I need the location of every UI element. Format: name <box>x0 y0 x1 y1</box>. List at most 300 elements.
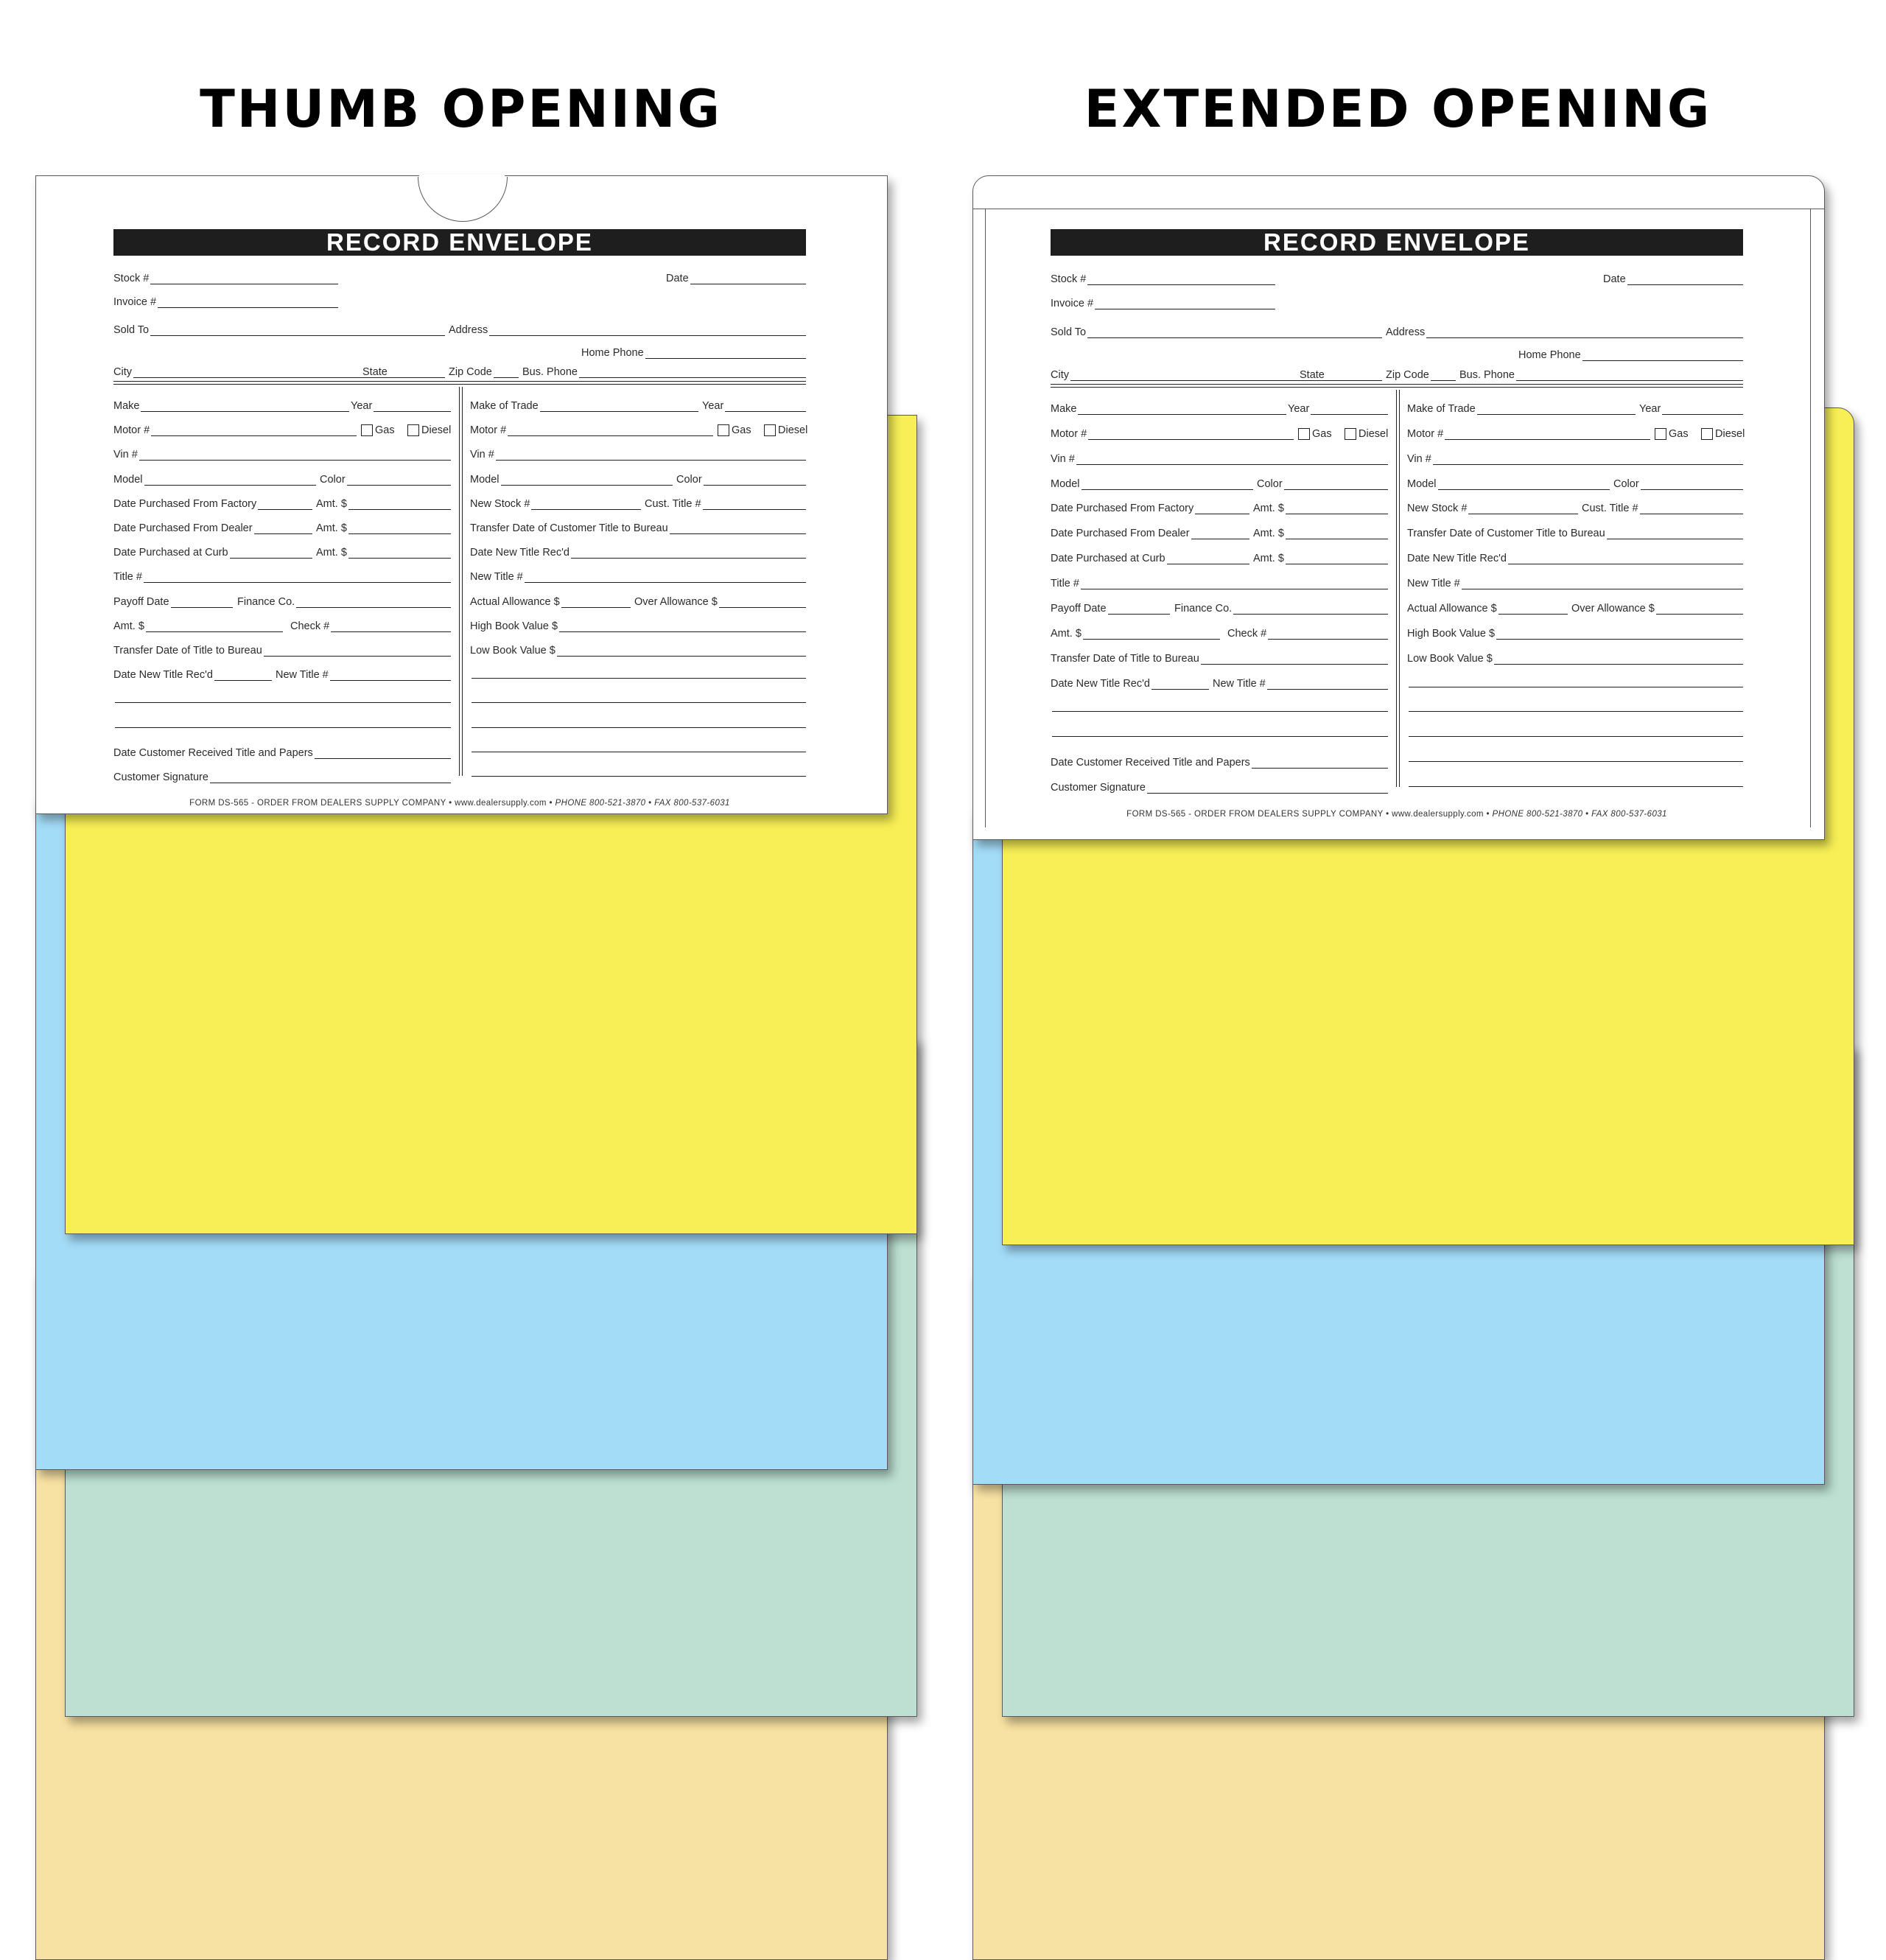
field-line <box>264 645 451 657</box>
amount-field[interactable] <box>1253 550 1388 564</box>
field-label: Home Phone <box>1518 349 1581 361</box>
year-field[interactable] <box>351 397 451 412</box>
state-field[interactable] <box>362 363 445 378</box>
field-label: Customer Signature <box>1051 782 1146 794</box>
field-label: Low Book Value $ <box>1407 653 1493 665</box>
field-label: Bus. Phone <box>522 366 578 378</box>
diesel-checkbox[interactable] <box>403 421 462 436</box>
field-line <box>571 547 806 559</box>
field-label: Date New Title Rec'd <box>1407 553 1507 564</box>
date-purchased-factory-field[interactable] <box>1051 500 1249 514</box>
field-label: Amt. $ <box>1253 553 1284 564</box>
field-label: Transfer Date of Title to Bureau <box>1051 653 1199 665</box>
field-label: Amt. $ <box>1253 528 1284 539</box>
customer-signature-field[interactable] <box>113 769 451 783</box>
actual-allowance-field[interactable] <box>1407 600 1568 615</box>
invoice-field[interactable] <box>113 293 338 308</box>
field-line <box>501 475 673 486</box>
field-label: Zip Code <box>449 366 492 378</box>
cust-title-field[interactable] <box>645 495 806 510</box>
field-label: Actual Allowance $ <box>470 596 560 608</box>
sold-to-field[interactable] <box>1051 323 1382 338</box>
date-field[interactable] <box>1603 270 1743 285</box>
check-field[interactable] <box>1227 625 1388 640</box>
field-label: Low Book Value $ <box>470 645 555 657</box>
field-line <box>1076 454 1388 465</box>
section-divider <box>1051 384 1743 388</box>
field-line <box>374 401 451 412</box>
field-label: Transfer Date of Customer Title to Bureau <box>470 522 668 534</box>
field-label: Address <box>449 324 488 336</box>
field-label: Vin # <box>1051 453 1075 465</box>
customer-received-field[interactable] <box>113 744 451 759</box>
checkbox-label: Diesel <box>421 424 452 436</box>
blank-line[interactable] <box>115 702 451 703</box>
amount-field[interactable] <box>316 544 451 559</box>
trade-diesel-checkbox[interactable] <box>1697 425 1756 440</box>
vin-field[interactable] <box>113 446 451 461</box>
record-form <box>1080 1496 1773 1716</box>
field-line <box>144 475 317 486</box>
high-book-field[interactable] <box>470 617 806 632</box>
field-label: Finance Co. <box>237 596 295 608</box>
footer-form: FORM DS-565 - ORDER FROM DEALERS SUPPLY COMPANY <box>189 799 446 808</box>
field-line <box>1656 603 1743 615</box>
field-line <box>146 621 283 632</box>
new-stock-field[interactable] <box>1407 500 1578 514</box>
field-line <box>579 367 806 378</box>
title-number-field[interactable] <box>1051 575 1388 589</box>
trade-vin-field[interactable] <box>470 446 806 461</box>
field-line <box>210 772 451 783</box>
new-title-field[interactable] <box>276 666 451 681</box>
field-label: Year <box>702 400 724 412</box>
field-line <box>494 367 519 378</box>
date-purchased-curb-field[interactable] <box>113 544 312 559</box>
make-field[interactable] <box>113 397 349 412</box>
amount-field[interactable] <box>1253 525 1388 539</box>
check-field[interactable] <box>290 617 451 632</box>
amount-field[interactable] <box>316 495 451 510</box>
trade-new-title-field[interactable] <box>1407 575 1743 589</box>
field-label: Date <box>1603 273 1626 285</box>
flap-edge-line <box>1810 209 1811 827</box>
footer-web: www.dealersupply.com <box>1392 810 1484 819</box>
over-allowance-field[interactable] <box>1571 600 1743 615</box>
field-label: Actual Allowance $ <box>1407 603 1497 615</box>
field-label: Home Phone <box>581 347 644 359</box>
bus-phone-field[interactable] <box>522 363 806 378</box>
envelope-white-front[interactable] <box>35 175 888 814</box>
field-label: High Book Value $ <box>1407 628 1496 640</box>
address-field[interactable] <box>1386 323 1743 338</box>
field-line <box>1286 553 1388 564</box>
form-footer <box>1051 810 1743 819</box>
field-line <box>1477 404 1636 415</box>
amount-field[interactable] <box>316 519 451 534</box>
checkbox-label: Gas <box>732 424 751 436</box>
field-label: Vin # <box>113 449 138 461</box>
field-line <box>1147 783 1388 794</box>
cust-title-field[interactable] <box>1582 500 1743 514</box>
new-title-recd-field[interactable] <box>1051 675 1209 690</box>
transfer-date-field[interactable] <box>113 642 451 657</box>
address-field[interactable] <box>449 321 806 336</box>
field-line <box>150 325 445 336</box>
model-field[interactable] <box>1051 475 1253 490</box>
color-field[interactable] <box>1257 475 1388 490</box>
field-label: Date Purchased at Curb <box>1051 553 1165 564</box>
flap-edge-line <box>985 209 986 827</box>
field-label: Amt. $ <box>316 547 347 559</box>
field-line <box>531 499 641 510</box>
field-line <box>1426 327 1743 338</box>
footer-web: www.dealersupply.com <box>455 799 547 808</box>
transfer-cust-title-field[interactable] <box>470 519 806 534</box>
finance-co-field[interactable] <box>237 593 451 608</box>
footer-fax: FAX 800-537-6031 <box>1591 810 1667 819</box>
customer-signature-field[interactable] <box>1051 779 1388 794</box>
field-label: Motor # <box>113 424 150 436</box>
field-line <box>214 670 272 681</box>
thumb-notch <box>418 132 508 222</box>
trade-year-field[interactable] <box>702 397 806 412</box>
record-form <box>143 1006 835 1233</box>
field-line <box>254 523 312 534</box>
record-form <box>113 1740 806 1959</box>
field-label: Check # <box>1227 628 1267 640</box>
footer-form: FORM DS-565 - ORDER FROM DEALERS SUPPLY COMPANY <box>1126 810 1384 819</box>
field-line <box>296 597 451 608</box>
section-divider <box>113 381 806 385</box>
field-label: Sold To <box>113 324 150 336</box>
field-label: Sold To <box>1051 326 1087 338</box>
trade-color-field[interactable] <box>1613 475 1743 490</box>
field-line <box>1252 757 1388 769</box>
field-label: Date Purchased From Factory <box>1051 503 1194 514</box>
field-line <box>690 273 806 284</box>
checkbox[interactable] <box>361 424 373 436</box>
low-book-field[interactable] <box>1407 650 1743 665</box>
trade-model-field[interactable] <box>1407 475 1610 490</box>
field-label: Cust. Title # <box>1582 503 1638 514</box>
model-field[interactable] <box>113 471 316 486</box>
field-label: Model <box>113 474 143 486</box>
trade-motor-field[interactable] <box>1407 425 1650 440</box>
payoff-date-field[interactable] <box>113 593 233 608</box>
record-form <box>113 1256 806 1469</box>
trade-model-field[interactable] <box>470 471 673 486</box>
amt-field[interactable] <box>1051 625 1220 640</box>
field-line <box>158 297 338 308</box>
actual-allowance-field[interactable] <box>470 593 631 608</box>
field-label: Stock # <box>113 273 150 284</box>
field-line <box>561 597 631 608</box>
payoff-date-field[interactable] <box>1051 600 1170 615</box>
field-line <box>348 499 451 510</box>
field-label: Payoff Date <box>1051 603 1107 615</box>
trade-make-field[interactable] <box>1407 400 1636 415</box>
field-line <box>1286 528 1388 539</box>
city-field[interactable] <box>1051 366 1329 381</box>
trade-make-field[interactable] <box>470 397 698 412</box>
extended-column <box>972 175 1868 1782</box>
bus-phone-field[interactable] <box>1459 366 1743 381</box>
field-label: Date Customer Received Title and Papers <box>1051 757 1250 769</box>
checkbox[interactable] <box>1345 428 1356 440</box>
date-purchased-factory-field[interactable] <box>113 495 312 510</box>
field-label: Motor # <box>470 424 507 436</box>
field-line <box>557 645 806 657</box>
checkbox[interactable] <box>764 424 776 436</box>
checkbox[interactable] <box>1655 428 1666 440</box>
checkbox[interactable] <box>407 424 419 436</box>
field-line <box>1078 404 1286 415</box>
field-line <box>1496 629 1743 640</box>
field-label: Stock # <box>1051 273 1087 285</box>
blank-line[interactable] <box>472 776 806 777</box>
field-line <box>1640 503 1743 514</box>
field-line <box>1108 603 1170 615</box>
heading-thumb: THUMB OPENING <box>200 79 722 139</box>
stock-field[interactable] <box>1051 270 1275 285</box>
trade-year-field[interactable] <box>1639 400 1743 415</box>
field-line <box>1201 654 1388 665</box>
trade-motor-field[interactable] <box>470 421 713 436</box>
blank-line[interactable] <box>1409 761 1743 762</box>
record-form <box>1051 1258 1743 1484</box>
field-label: New Stock # <box>470 498 530 510</box>
blank-line[interactable] <box>1052 711 1388 712</box>
field-label: Invoice # <box>1051 298 1094 309</box>
field-line <box>1516 370 1743 381</box>
state-field[interactable] <box>1300 366 1382 381</box>
record-form <box>1051 1731 1743 1959</box>
trade-vin-field[interactable] <box>1407 450 1743 465</box>
low-book-field[interactable] <box>470 642 806 657</box>
blank-line[interactable] <box>1409 711 1743 712</box>
new-title-recd-field[interactable] <box>113 666 272 681</box>
field-label: Amt. $ <box>1253 503 1284 514</box>
transfer-cust-title-field[interactable] <box>1407 525 1743 539</box>
field-line <box>230 547 312 559</box>
field-line <box>1081 578 1388 589</box>
field-line <box>1438 479 1610 490</box>
field-line <box>1268 629 1388 640</box>
zip-field[interactable] <box>1386 366 1456 381</box>
field-line <box>559 621 806 632</box>
field-label: Date Purchased From Dealer <box>113 522 253 534</box>
field-label: Color <box>320 474 346 486</box>
field-line <box>1082 479 1254 490</box>
date-field[interactable] <box>666 270 806 284</box>
blank-line[interactable] <box>472 702 806 703</box>
new-stock-field[interactable] <box>470 495 641 510</box>
amount-field[interactable] <box>1253 500 1388 514</box>
footer-bullet: • <box>1386 810 1389 819</box>
field-label: State <box>1300 369 1325 381</box>
field-label: Motor # <box>1407 428 1444 440</box>
checkbox[interactable] <box>1298 428 1310 440</box>
field-label: Date Customer Received Title and Papers <box>113 747 313 759</box>
field-line <box>348 547 451 559</box>
field-label: Make of Trade <box>1407 403 1476 415</box>
field-label: Transfer Date of Customer Title to Bureau <box>1407 528 1605 539</box>
field-line <box>151 425 357 436</box>
checkbox-label: Diesel <box>1715 428 1745 440</box>
checkbox[interactable] <box>718 424 729 436</box>
trade-new-title-recd-field[interactable] <box>470 544 806 559</box>
field-line <box>1582 350 1743 361</box>
field-line <box>1445 429 1650 440</box>
field-label: Date New Title Rec'd <box>113 669 213 681</box>
field-line <box>171 597 233 608</box>
field-line <box>139 449 451 461</box>
field-line <box>645 348 806 359</box>
over-allowance-field[interactable] <box>634 593 806 608</box>
blank-line[interactable] <box>472 727 806 728</box>
blank-line[interactable] <box>1052 736 1388 737</box>
field-line <box>1627 274 1743 285</box>
field-label: Date <box>666 273 689 284</box>
field-line <box>133 367 392 378</box>
footer-bullet: • <box>1486 810 1490 819</box>
field-label: New Stock # <box>1407 503 1468 514</box>
field-line <box>703 499 806 510</box>
finance-co-field[interactable] <box>1174 600 1388 615</box>
trade-new-title-field[interactable] <box>470 568 806 583</box>
field-line <box>1233 603 1388 615</box>
zip-field[interactable] <box>449 363 519 378</box>
field-line <box>1662 404 1743 415</box>
motor-field[interactable] <box>1051 425 1294 440</box>
record-form <box>113 229 806 813</box>
blank-line[interactable] <box>1409 736 1743 737</box>
field-line <box>704 475 806 486</box>
field-label: New Title # <box>276 669 329 681</box>
field-label: Over Allowance $ <box>634 596 718 608</box>
envelope-white-front[interactable] <box>972 175 1825 840</box>
checkbox-label: Diesel <box>778 424 808 436</box>
field-line <box>1431 370 1456 381</box>
field-line <box>330 670 451 681</box>
field-label: Model <box>470 474 499 486</box>
field-label: Vin # <box>1407 453 1431 465</box>
field-label: Model <box>1051 478 1080 490</box>
field-label: High Book Value $ <box>470 620 558 632</box>
invoice-field[interactable] <box>1051 295 1275 309</box>
date-purchased-dealer-field[interactable] <box>1051 525 1249 539</box>
stock-field[interactable] <box>113 270 338 284</box>
home-phone-field[interactable] <box>1518 346 1743 361</box>
field-line <box>1267 679 1388 690</box>
blank-line[interactable] <box>472 678 806 679</box>
field-label: Date Purchased From Factory <box>113 498 257 510</box>
field-line <box>1641 479 1743 490</box>
checkbox-label: Gas <box>1669 428 1689 440</box>
field-line <box>347 475 451 486</box>
city-field[interactable] <box>113 363 392 378</box>
field-line <box>1494 654 1743 665</box>
field-label: State <box>362 366 388 378</box>
trade-diesel-checkbox[interactable] <box>760 421 818 436</box>
color-field[interactable] <box>320 471 451 486</box>
date-purchased-curb-field[interactable] <box>1051 550 1249 564</box>
field-line <box>331 621 451 632</box>
diesel-checkbox[interactable] <box>1340 425 1399 440</box>
field-label: Invoice # <box>113 296 157 308</box>
column-divider <box>459 387 463 776</box>
footer-fax: FAX 800-537-6031 <box>654 799 730 808</box>
footer-phone: PHONE 800-521-3870 <box>1492 810 1583 819</box>
blank-line[interactable] <box>1409 786 1743 787</box>
field-label: Year <box>1288 403 1310 415</box>
field-line <box>1284 479 1388 490</box>
transfer-date-field[interactable] <box>1051 650 1388 665</box>
field-label: Date New Title Rec'd <box>1051 678 1150 690</box>
checkbox[interactable] <box>1701 428 1713 440</box>
make-field[interactable] <box>1051 400 1286 415</box>
field-label: Amt. $ <box>113 620 144 632</box>
field-label: Over Allowance $ <box>1571 603 1655 615</box>
field-label: City <box>1051 369 1069 381</box>
date-purchased-dealer-field[interactable] <box>113 519 312 534</box>
field-label: Motor # <box>1051 428 1087 440</box>
heading-extended: EXTENDED OPENING <box>1084 79 1712 139</box>
field-line <box>1191 528 1249 539</box>
field-label: Color <box>676 474 702 486</box>
field-label: Cust. Title # <box>645 498 701 510</box>
field-label: New Title # <box>1213 678 1266 690</box>
blank-line[interactable] <box>115 727 451 728</box>
field-label: Year <box>351 400 373 412</box>
field-line <box>725 401 806 412</box>
field-label: New Title # <box>470 571 523 583</box>
new-title-field[interactable] <box>1213 675 1388 690</box>
trade-new-title-recd-field[interactable] <box>1407 550 1743 564</box>
field-line <box>1468 503 1578 514</box>
sold-to-field[interactable] <box>113 321 445 336</box>
field-label: Vin # <box>470 449 494 461</box>
field-line <box>141 401 349 412</box>
field-label: Transfer Date of Title to Bureau <box>113 645 262 657</box>
thumb-column <box>35 175 930 1782</box>
title-number-field[interactable] <box>113 568 451 583</box>
record-form <box>1051 229 1743 839</box>
field-label: Color <box>1257 478 1283 490</box>
field-label: Finance Co. <box>1174 603 1233 615</box>
trade-color-field[interactable] <box>676 471 806 486</box>
customer-received-field[interactable] <box>1051 754 1388 769</box>
field-line <box>1088 429 1294 440</box>
field-label: Amt. $ <box>1051 628 1082 640</box>
field-label: Zip Code <box>1386 369 1429 381</box>
field-line <box>1087 327 1382 338</box>
motor-field[interactable] <box>113 421 357 436</box>
field-label: Model <box>1407 478 1437 490</box>
amt-field[interactable] <box>113 617 283 632</box>
field-line <box>1508 553 1743 564</box>
field-line <box>525 572 806 583</box>
field-label: Title # <box>113 571 142 583</box>
field-line <box>1095 298 1275 309</box>
home-phone-field[interactable] <box>581 344 806 359</box>
year-field[interactable] <box>1288 400 1388 415</box>
form-title-bar: RECORD ENVELOPE <box>1051 229 1743 256</box>
high-book-field[interactable] <box>1407 625 1743 640</box>
field-line <box>150 273 338 284</box>
vin-field[interactable] <box>1051 450 1388 465</box>
